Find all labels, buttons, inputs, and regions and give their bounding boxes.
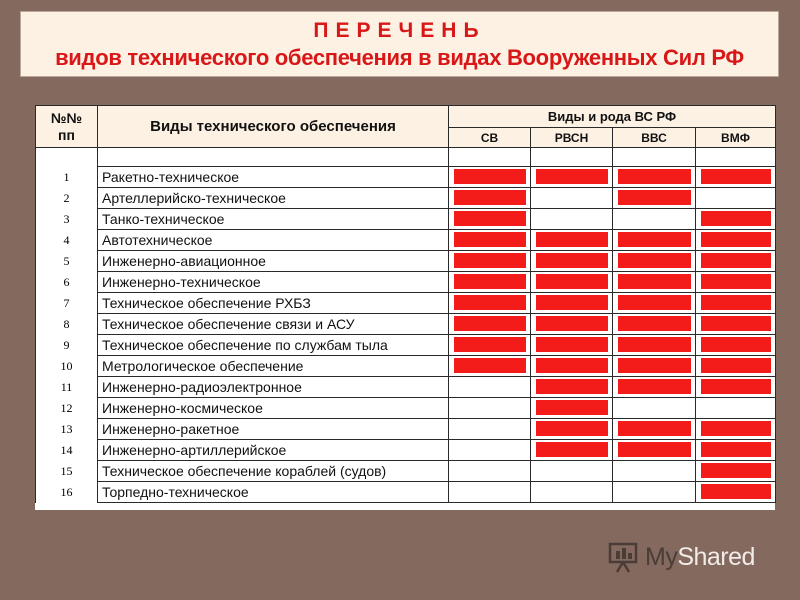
table-body — [36, 148, 776, 503]
row-number: 4 — [36, 230, 98, 251]
row-cell-vmf — [696, 398, 776, 419]
table-row — [36, 335, 776, 356]
row-cell-sv — [449, 335, 531, 356]
table-row — [36, 440, 776, 461]
header-number-label-2: пп — [58, 126, 75, 143]
applicable-marker — [618, 358, 691, 373]
row-cell-sv — [449, 356, 531, 377]
table-row — [36, 293, 776, 314]
header-number-label: №№ — [50, 109, 83, 126]
row-type-name: Танко-техническое — [98, 209, 449, 230]
applicable-marker — [618, 337, 691, 352]
row-type-name: Артеллерийско-техническое — [98, 188, 449, 209]
row-number: 10 — [36, 356, 98, 377]
row-cell-sv — [449, 419, 531, 440]
applicable-marker — [454, 211, 526, 226]
row-cell-sv — [449, 314, 531, 335]
applicable-marker — [454, 274, 526, 289]
row-cell-vvs — [613, 314, 696, 335]
applicable-marker — [618, 316, 691, 331]
row-type-name: Инженерно-авиационное — [98, 251, 449, 272]
row-cell-rvsn — [531, 230, 613, 251]
row-number: 3 — [36, 209, 98, 230]
applicable-marker — [701, 442, 771, 457]
spacer-cell — [449, 148, 531, 167]
applicable-marker — [536, 274, 608, 289]
table-row — [36, 482, 776, 503]
table-row — [36, 398, 776, 419]
row-cell-rvsn — [531, 482, 613, 503]
table-row — [36, 251, 776, 272]
row-cell-rvsn — [531, 419, 613, 440]
row-cell-vmf — [696, 461, 776, 482]
row-number: 14 — [36, 440, 98, 461]
row-cell-vvs — [613, 482, 696, 503]
applicable-marker — [536, 400, 608, 415]
applicable-marker — [701, 316, 771, 331]
title-subheading: видов технического обеспечения в видах Вооруженных Сил РФ — [55, 45, 744, 70]
row-cell-sv — [449, 482, 531, 503]
header-branch-vvs: ВВС — [613, 128, 696, 148]
row-cell-rvsn — [531, 209, 613, 230]
row-cell-rvsn — [531, 167, 613, 188]
row-number: 16 — [36, 482, 98, 503]
row-type-name: Автотехническое — [98, 230, 449, 251]
row-type-name: Торпедно-техническое — [98, 482, 449, 503]
row-cell-vvs — [613, 251, 696, 272]
spacer-cell — [36, 148, 98, 167]
table-row — [36, 356, 776, 377]
row-number: 15 — [36, 461, 98, 482]
row-number: 9 — [36, 335, 98, 356]
table-row — [36, 272, 776, 293]
row-cell-rvsn — [531, 188, 613, 209]
row-cell-sv — [449, 440, 531, 461]
row-cell-rvsn — [531, 356, 613, 377]
applicable-marker — [454, 169, 526, 184]
spacer-cell — [696, 148, 776, 167]
row-cell-sv — [449, 167, 531, 188]
row-cell-vmf — [696, 440, 776, 461]
applicable-marker — [618, 169, 691, 184]
row-cell-vmf — [696, 209, 776, 230]
applicable-marker — [536, 358, 608, 373]
applicable-marker — [454, 190, 526, 205]
applicable-marker — [701, 211, 771, 226]
row-type-name: Техническое обеспечение связи и АСУ — [98, 314, 449, 335]
header-type-name: Виды технического обеспечения — [98, 106, 449, 148]
row-cell-vmf — [696, 188, 776, 209]
row-cell-vmf — [696, 482, 776, 503]
table-spacer-row — [36, 148, 776, 167]
header-branch-rvsn: РВСН — [531, 128, 613, 148]
row-cell-sv — [449, 461, 531, 482]
row-cell-vmf — [696, 251, 776, 272]
watermark-shared: Shared — [677, 542, 755, 571]
applicable-marker — [701, 379, 771, 394]
tech-support-table-container — [35, 105, 775, 510]
row-cell-vmf — [696, 293, 776, 314]
row-type-name: Инженерно-ракетное — [98, 419, 449, 440]
applicable-marker — [454, 316, 526, 331]
row-cell-rvsn — [531, 461, 613, 482]
applicable-marker — [618, 253, 691, 268]
title-heading: ПЕРЕЧЕНЬ — [313, 19, 486, 42]
row-cell-vvs — [613, 440, 696, 461]
row-cell-vvs — [613, 188, 696, 209]
row-type-name: Метрологическое обеспечение — [98, 356, 449, 377]
row-cell-vmf — [696, 419, 776, 440]
applicable-marker — [618, 442, 691, 457]
applicable-marker — [618, 421, 691, 436]
row-cell-rvsn — [531, 272, 613, 293]
applicable-marker — [701, 232, 771, 247]
row-type-name: Техническое обеспечение РХБЗ — [98, 293, 449, 314]
row-cell-sv — [449, 293, 531, 314]
row-cell-rvsn — [531, 314, 613, 335]
applicable-marker — [701, 274, 771, 289]
applicable-marker — [454, 358, 526, 373]
table-row — [36, 167, 776, 188]
row-cell-vvs — [613, 335, 696, 356]
applicable-marker — [701, 253, 771, 268]
row-cell-vmf — [696, 377, 776, 398]
row-cell-sv — [449, 398, 531, 419]
row-cell-vvs — [613, 419, 696, 440]
applicable-marker — [618, 232, 691, 247]
applicable-marker — [701, 295, 771, 310]
row-cell-sv — [449, 251, 531, 272]
row-cell-vvs — [613, 209, 696, 230]
header-branch-group: Виды и рода ВС РФ — [449, 106, 776, 128]
spacer-cell — [98, 148, 449, 167]
applicable-marker — [536, 421, 608, 436]
applicable-marker — [536, 169, 608, 184]
row-number: 6 — [36, 272, 98, 293]
applicable-marker — [618, 379, 691, 394]
row-cell-vmf — [696, 230, 776, 251]
table-row — [36, 419, 776, 440]
applicable-marker — [701, 484, 771, 499]
table-row — [36, 209, 776, 230]
row-type-name: Инженерно-техническое — [98, 272, 449, 293]
applicable-marker — [701, 463, 771, 478]
applicable-marker — [618, 274, 691, 289]
row-type-name: Техническое обеспечение по службам тыла — [98, 335, 449, 356]
row-type-name: Техническое обеспечение кораблей (судов) — [98, 461, 449, 482]
table-row — [36, 377, 776, 398]
row-cell-sv — [449, 272, 531, 293]
myshared-watermark — [607, 537, 755, 577]
row-type-name: Инженерно-радиоэлектронное — [98, 377, 449, 398]
row-cell-rvsn — [531, 293, 613, 314]
applicable-marker — [536, 379, 608, 394]
row-cell-sv — [449, 188, 531, 209]
row-cell-rvsn — [531, 377, 613, 398]
row-cell-vvs — [613, 356, 696, 377]
row-cell-rvsn — [531, 251, 613, 272]
row-number: 7 — [36, 293, 98, 314]
row-number: 5 — [36, 251, 98, 272]
row-cell-vvs — [613, 167, 696, 188]
row-cell-vmf — [696, 335, 776, 356]
spacer-cell — [531, 148, 613, 167]
row-cell-vmf — [696, 272, 776, 293]
row-type-name: Инженерно-космическое — [98, 398, 449, 419]
applicable-marker — [701, 358, 771, 373]
applicable-marker — [454, 253, 526, 268]
applicable-marker — [454, 295, 526, 310]
table-row — [36, 188, 776, 209]
row-cell-vvs — [613, 230, 696, 251]
applicable-marker — [536, 253, 608, 268]
row-cell-sv — [449, 230, 531, 251]
applicable-marker — [618, 190, 691, 205]
row-number: 1 — [36, 167, 98, 188]
watermark-my: My — [645, 542, 678, 571]
header-branch-vmf: ВМФ — [696, 128, 776, 148]
row-cell-vmf — [696, 314, 776, 335]
applicable-marker — [536, 442, 608, 457]
applicable-marker — [701, 421, 771, 436]
row-cell-rvsn — [531, 440, 613, 461]
row-number: 12 — [36, 398, 98, 419]
applicable-marker — [536, 337, 608, 352]
row-number: 8 — [36, 314, 98, 335]
spacer-cell — [613, 148, 696, 167]
applicable-marker — [536, 316, 608, 331]
row-cell-vmf — [696, 356, 776, 377]
header-branch-sv: СВ — [449, 128, 531, 148]
applicable-marker — [701, 169, 771, 184]
presentation-board-icon — [607, 540, 641, 574]
row-number: 11 — [36, 377, 98, 398]
applicable-marker — [454, 232, 526, 247]
applicable-marker — [536, 232, 608, 247]
table-row — [36, 314, 776, 335]
applicable-marker — [618, 295, 691, 310]
row-type-name: Инженерно-артиллерийское — [98, 440, 449, 461]
row-number: 13 — [36, 419, 98, 440]
row-cell-vvs — [613, 398, 696, 419]
row-type-name: Ракетно-техническое — [98, 167, 449, 188]
row-cell-vvs — [613, 377, 696, 398]
row-number: 2 — [36, 188, 98, 209]
row-cell-vvs — [613, 272, 696, 293]
applicable-marker — [536, 295, 608, 310]
applicable-marker — [454, 337, 526, 352]
row-cell-rvsn — [531, 335, 613, 356]
row-cell-vvs — [613, 461, 696, 482]
row-cell-vvs — [613, 293, 696, 314]
applicable-marker — [701, 337, 771, 352]
row-cell-vmf — [696, 167, 776, 188]
row-cell-sv — [449, 377, 531, 398]
title-banner — [20, 11, 779, 77]
header-number-cell — [36, 106, 98, 148]
tech-support-table — [35, 105, 776, 503]
table-row — [36, 461, 776, 482]
row-cell-rvsn — [531, 398, 613, 419]
row-cell-sv — [449, 209, 531, 230]
table-row — [36, 230, 776, 251]
